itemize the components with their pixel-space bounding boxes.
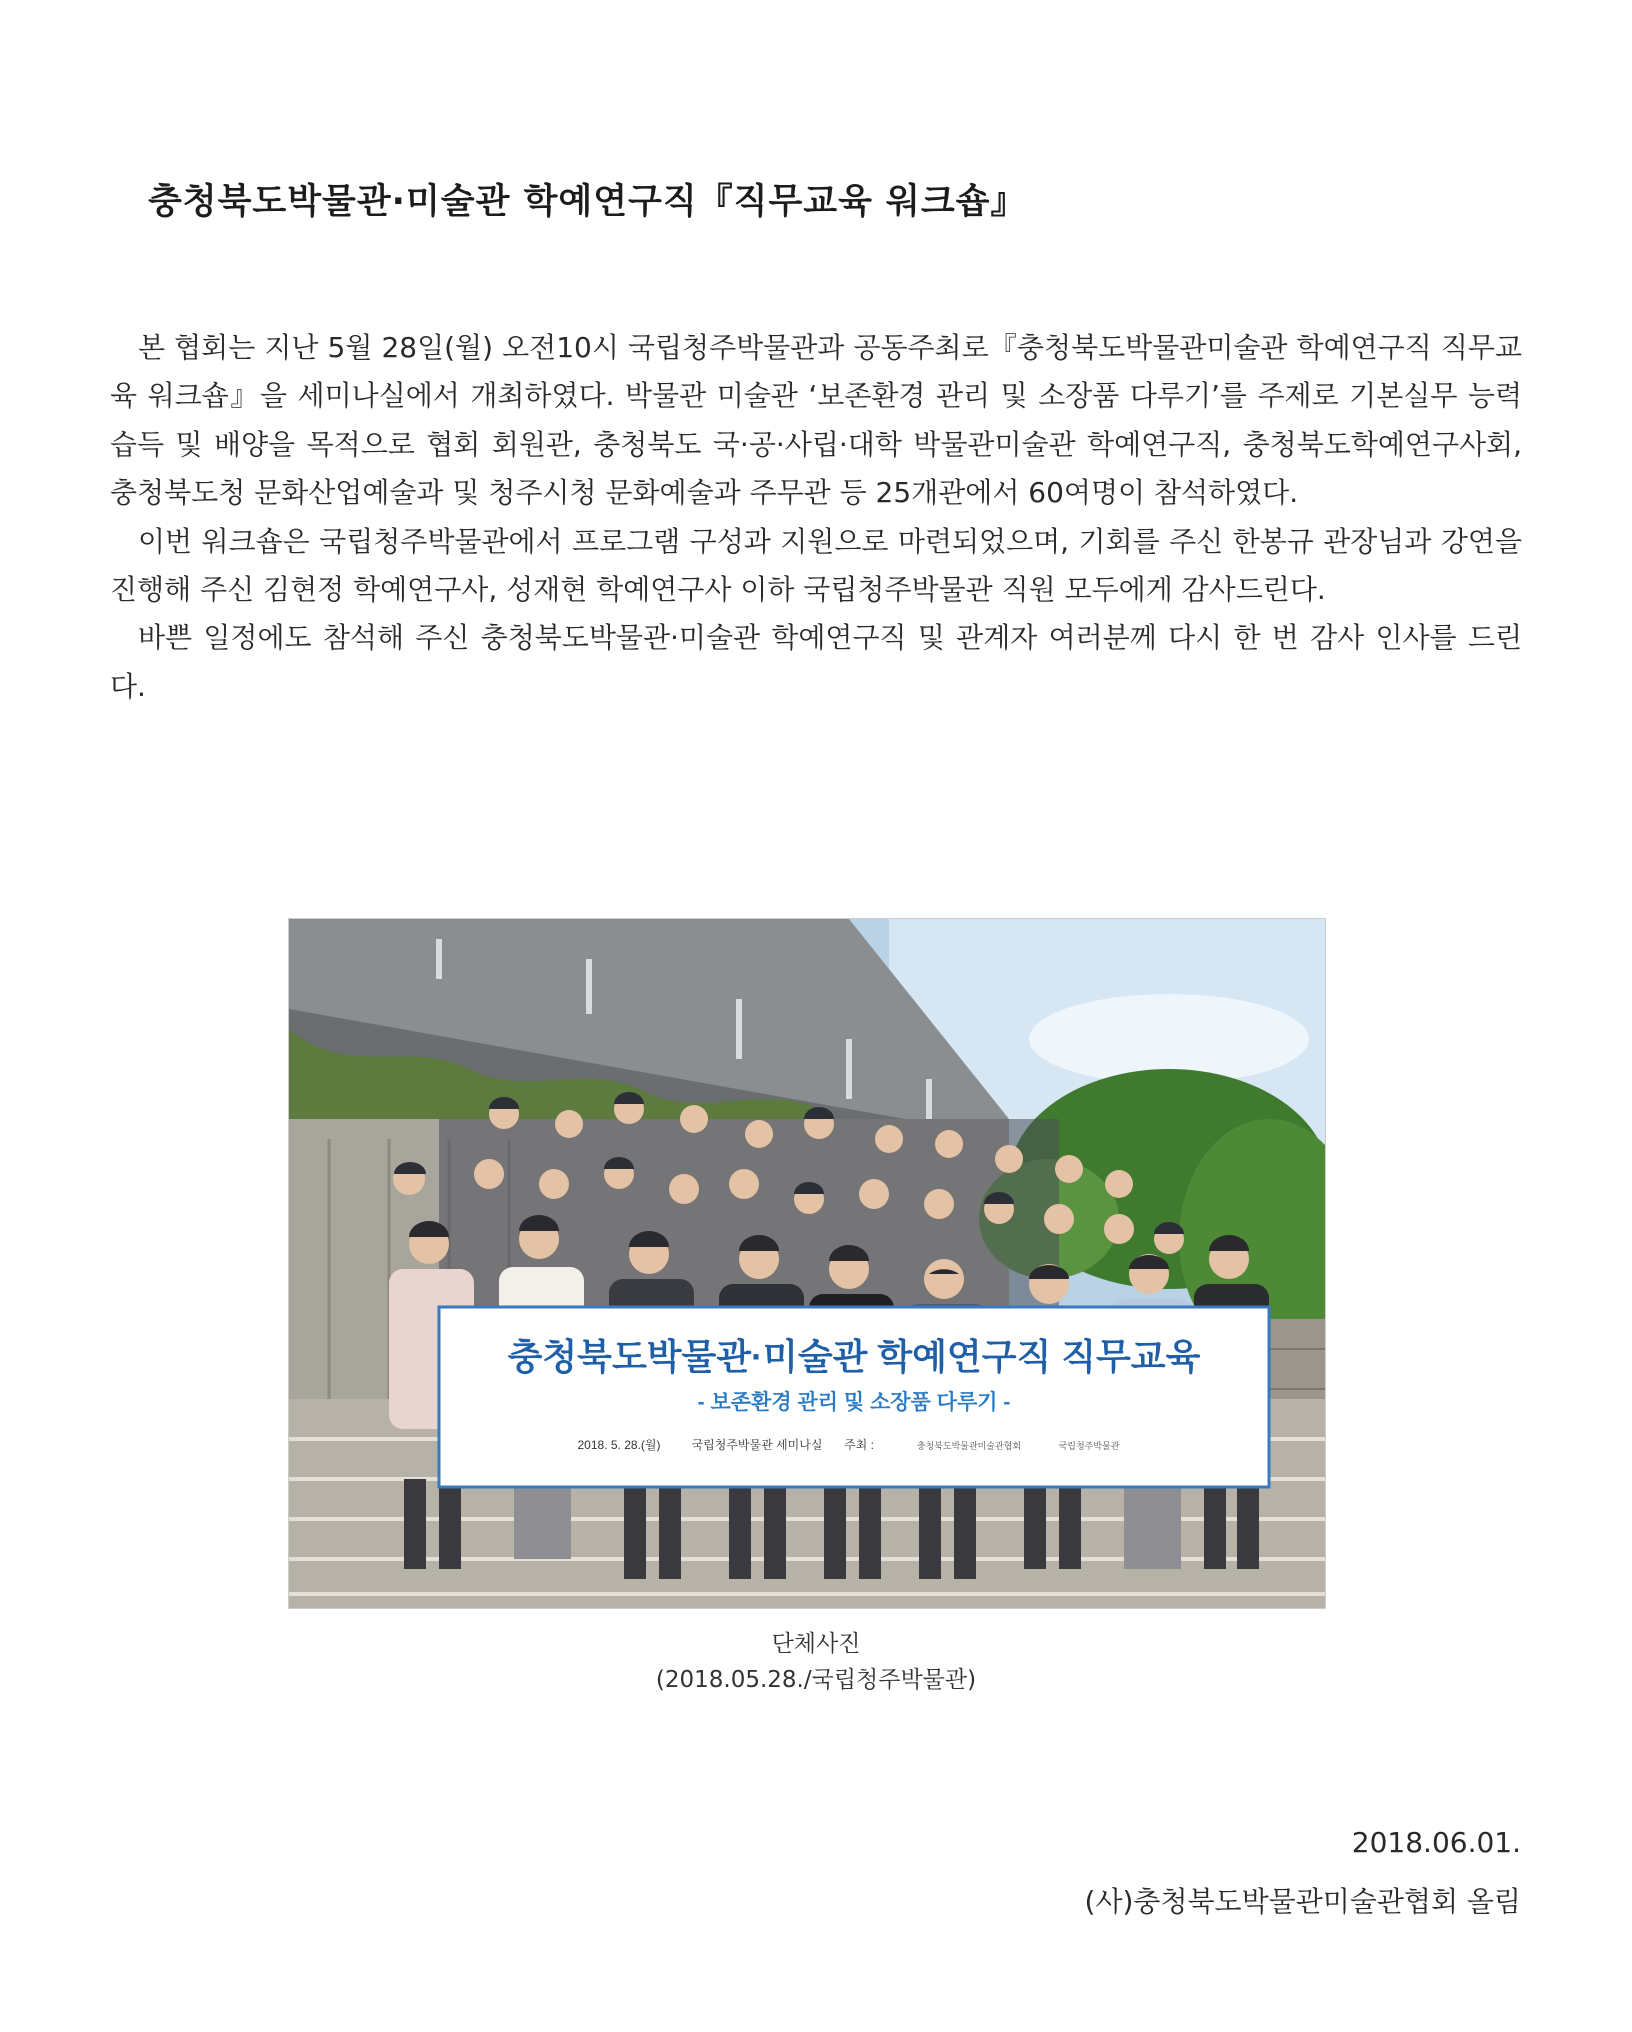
body-text (110, 324, 1522, 711)
banner-venue: 국립청주박물관 세미나실 (691, 1438, 823, 1452)
banner-host-2: 국립청주박물관 (1058, 1441, 1120, 1451)
banner-host-1: 충청북도박물관미술관협회 (916, 1441, 1022, 1451)
banner-subtitle: - 보존환경 관리 및 소장품 다루기 - (697, 1391, 1011, 1414)
banner-date: 2018. 5. 28.(월) (577, 1438, 661, 1452)
document-signature: (사)충청북도박물관미술관협회 올림 (1084, 1885, 1521, 1918)
document-date: 2018.06.01. (1351, 1826, 1521, 1859)
photo-caption (0, 1626, 1632, 1698)
paragraph-1: 본 협회는 지난 5월 28일(월) 오전10시 국립청주박물관과 공동주최로『충청북도박물관미술관 학예연구직 직무교육 워크숍』을 세미나실에서 개최하였다. 박물관 미술관 ‘보존환경 관리 및 소장품 다루기’를 주제로 기본실무 능력 습득 및 배양을 목적으로 협회 회원관, 충청북도 국·공·사립·대학 박물관미술관 학예연구직, 충청북도학예연구사회, 충청북도청 문화산업예술과 및 청주시청 문화예술과 주무관 등 25개관에서 60여명이 참석하였다. (110, 331, 1522, 510)
caption-detail: (2018.05.28./국립청주박물관) (655, 1667, 977, 1693)
banner-title: 충청북도박물관·미술관 학예연구직 직무교육 (507, 1336, 1201, 1377)
banner-host-label: 주최 : (844, 1438, 874, 1452)
workshop-banner (439, 1307, 1269, 1487)
paragraph-2: 이번 워크숍은 국립청주박물관에서 프로그램 구성과 지원으로 마련되었으며, 기회를 주신 한봉규 관장님과 강연을 진행해 주신 김현정 학예연구사, 성재현 학예연구사 이하 국립청주박물관 직원 모두에게 감사드린다. (110, 524, 1522, 607)
caption-title: 단체사진 (771, 1631, 861, 1657)
paragraph-3: 바쁜 일정에도 참석해 주신 충청북도박물관·미술관 학예연구직 및 관계자 여러분께 다시 한 번 감사 인사를 드린다. (110, 621, 1522, 703)
group-photo (288, 918, 1326, 1609)
document-title: 충청북도박물관·미술관 학예연구직『직무교육 워크숍』 (148, 182, 1027, 222)
